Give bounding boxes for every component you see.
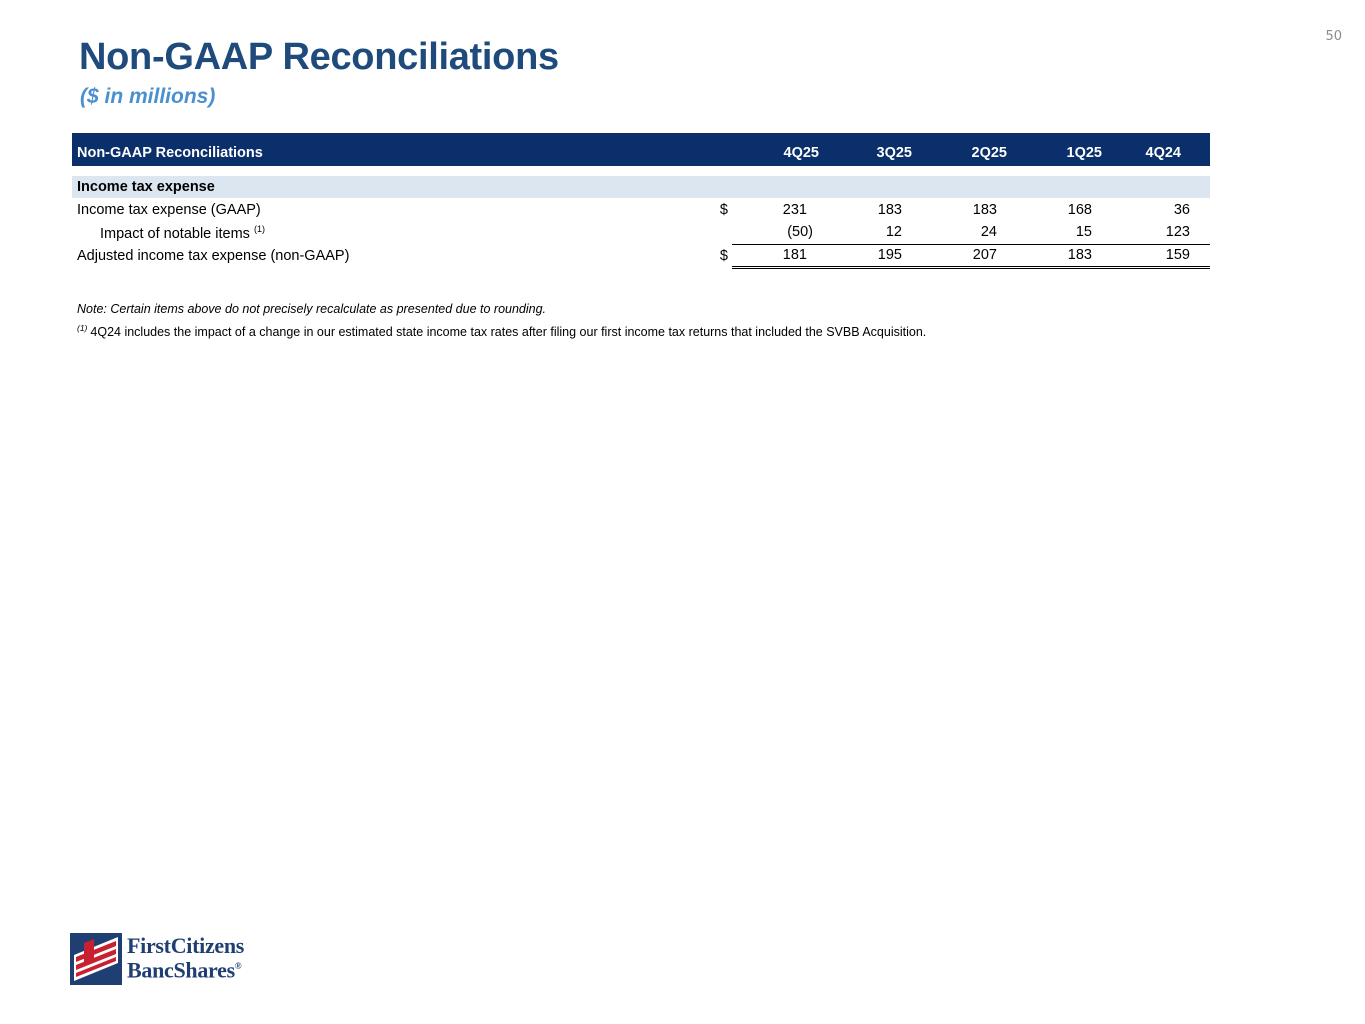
table-cell: 183 — [1017, 244, 1112, 267]
reconciliation-table — [72, 133, 1210, 269]
table-cell: (50) — [732, 221, 827, 244]
table-cell: 123 — [1112, 221, 1210, 244]
table-row — [72, 198, 1210, 221]
table-cell: 168 — [1067, 201, 1092, 218]
dollar-sign — [700, 221, 732, 244]
section-title: Income tax expense — [77, 179, 215, 195]
row-label: Impact of notable items $^{(1)}$ — [100, 223, 265, 242]
footnote-marker: (1) — [253, 223, 265, 234]
column-header: 3Q25 — [876, 144, 912, 161]
table-cell: 183 — [972, 201, 997, 218]
table-cell: 181 — [732, 244, 827, 267]
table-header-label: Non-GAAP Reconciliations — [77, 144, 263, 161]
column-header: 4Q24 — [1145, 144, 1181, 161]
table-cell: 183 — [877, 201, 902, 218]
table-cell: 24 — [922, 221, 1017, 244]
table-cell: 36 — [1173, 201, 1190, 218]
row-label: Adjusted income tax expense (non-GAAP) — [77, 247, 350, 264]
table-row — [72, 221, 1210, 244]
table-cell: 15 — [1017, 221, 1112, 244]
rounding-note: Note: Certain items above do not precisely recalculate as presented due to rounding. — [77, 302, 547, 316]
registered-mark: ® — [234, 961, 242, 972]
column-header: 1Q25 — [1066, 144, 1102, 161]
footnote-marker: (1) — [77, 323, 88, 333]
table-cell: 231 — [782, 201, 807, 218]
table-row-total — [72, 244, 1210, 267]
footnote — [77, 323, 926, 339]
page-subtitle: ($ in millions) — [80, 85, 216, 108]
row-label: Income tax expense (GAAP) — [77, 201, 261, 218]
table-cell: 207 — [922, 244, 1017, 267]
column-header: 2Q25 — [971, 144, 1007, 161]
page-title: Non-GAAP Reconciliations — [79, 36, 559, 78]
page-number: 50 — [1325, 29, 1342, 44]
company-logo — [70, 931, 244, 985]
flag-logo-icon — [70, 931, 122, 985]
logo-text-line2: BancShares — [127, 957, 235, 983]
section-header-row — [72, 176, 1210, 198]
logo-text-line1: FirstCitizens — [127, 933, 245, 959]
table-cell: 159 — [1112, 244, 1210, 267]
table-cell: 12 — [827, 221, 922, 244]
footnote-text: 4Q24 includes the impact of a change in our estimated state income tax rates after filing our first income tax returns that included the SVBB Acquisition. — [90, 325, 927, 340]
table-cell: 195 — [827, 244, 922, 267]
dollar-sign: $ — [719, 247, 728, 264]
column-header: 4Q25 — [783, 144, 819, 161]
table-header-row — [72, 133, 1210, 166]
dollar-sign: $ — [719, 201, 728, 218]
